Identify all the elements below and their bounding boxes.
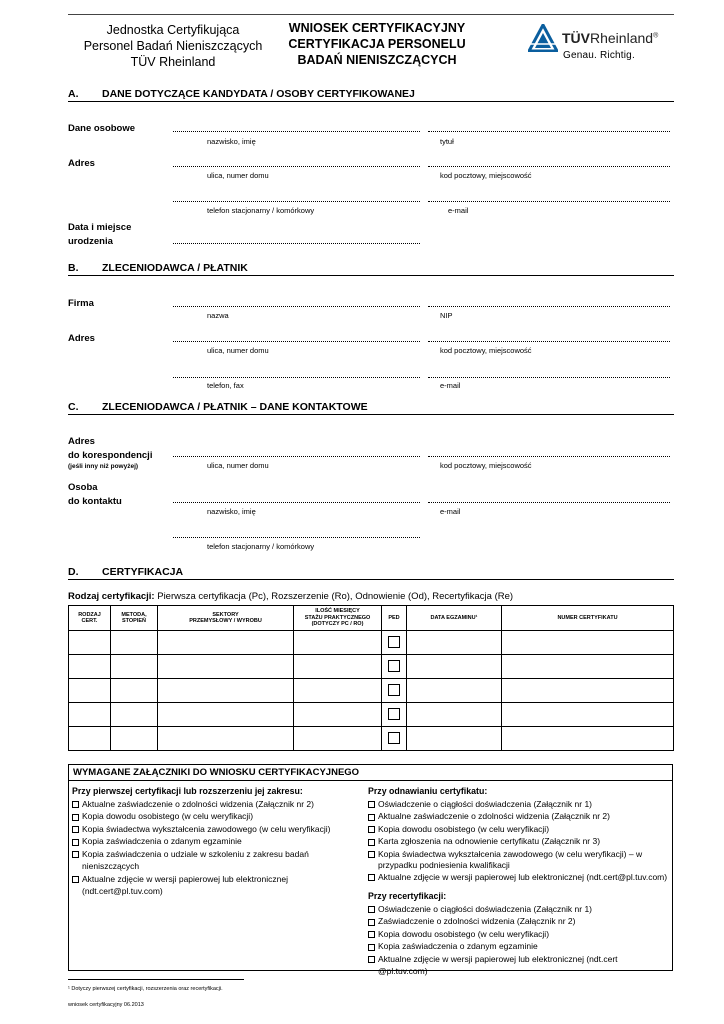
- attachment-item[interactable]: Kopia zaświadczenia o udziale w szkoleniu z zakresu badań nieniszczących: [72, 848, 362, 873]
- footnote: ¹ Dotyczy pierwszej certyfikacji, rozszerzenia oraz recertyfikacji.: [68, 986, 223, 992]
- caption-postal: kod pocztowy, miejscowość: [440, 171, 532, 180]
- tuv-triangle-logo-icon: [528, 24, 558, 52]
- section-a-title: A. DANE DOTYCZĄCE KANDYDATA / OSOBY CERTYFIKOWANEJ: [68, 88, 674, 102]
- attachment-item[interactable]: Aktualne zdjęcie w wersji papierowej lub elektronicznej (ndt.cert@pl.tuv.com): [72, 873, 362, 898]
- attachment-item[interactable]: Kopia dowodu osobistego (w celu weryfikacji): [368, 928, 668, 941]
- attachments-box: [68, 764, 673, 976]
- field-candidate-street[interactable]: [173, 166, 420, 167]
- label-contact-person: Osoba do kontaktu: [68, 482, 122, 507]
- header-top-rule: [68, 14, 674, 15]
- field-contact-phone[interactable]: [173, 537, 420, 538]
- caption-contact-email: e-mail: [440, 507, 461, 516]
- field-candidate-postal-city[interactable]: [428, 166, 670, 167]
- caption-company-street: ulica, numer domu: [207, 346, 269, 355]
- form-version: wniosek certyfikacyjny 06.2013: [68, 1002, 144, 1008]
- footnote-rule: [68, 979, 244, 980]
- field-company-name[interactable]: [173, 306, 420, 307]
- attachment-item[interactable]: Kopia świadectwa wykształcenia zawodowego (w celu weryfikacji): [72, 823, 362, 836]
- table-row: [69, 655, 674, 679]
- caption-phone: telefon stacjonarny / komórkowy: [207, 206, 315, 215]
- field-company-email[interactable]: [428, 377, 670, 378]
- label-address: Adres: [68, 158, 95, 169]
- tuv-logo-wordmark: TÜVRheinland®: [562, 30, 659, 46]
- attachments-renewal: Przy odnawianiu certyfikatu: Oświadczenie o ciągłości doświadczenia (Załącznik nr 1) Aktualne zaświadczenie o zdolności widzenia (Załącznik nr 2) Kopia dowodu osobistego (w celu weryfikacji) Karta zgłoszenia na odnowienie certyfikatu (Załącznik nr 3) Kopia świadectwa wykształcenia zawodowego (w celu weryfikacji) – w przypadku podniesienia kwalifikacji Aktualne zdjęcie w wersji papierowej lub elektronicznej (ndt.cert@pl.tuv.com) Przy recertyfikacji: Oświadczenie o ciągłości doświadczenia (Załącznik nr 1) Zaświadczenie o zdolności widzenia (Załącznik nr 2) Kopia dowodu osobistego (w celu weryfikacji) Kopia zaświadczenia o zdanym egzaminie Aktualne zdjęcie w wersji papierowej lub elektronicznej (ndt.cert @pl.tuv.com): [368, 786, 668, 976]
- tuv-logo-tagline: Genau. Richtig.: [563, 50, 635, 61]
- label-personal-data: Dane osobowe: [68, 123, 136, 134]
- attachment-item[interactable]: Kopia dowodu osobistego (w celu weryfikacji): [368, 823, 668, 836]
- ped-checkbox[interactable]: [388, 660, 400, 672]
- table-row: [69, 703, 674, 727]
- caption-contact-name: nazwisko, imię: [207, 507, 256, 516]
- field-contact-email[interactable]: [428, 502, 670, 503]
- section-c-title: C. ZLECENIODAWCA / PŁATNIK – DANE KONTAKTOWE: [68, 401, 674, 415]
- caption-company-phone: telefon, fax: [207, 381, 244, 390]
- section-d-title: D. CERTYFIKACJA: [68, 566, 674, 580]
- attachment-item[interactable]: Aktualne zaświadczenie o zdolności widzenia (Załącznik nr 2): [72, 798, 362, 811]
- attachment-item[interactable]: Kopia zaświadczenia o zdanym egzaminie: [368, 940, 668, 953]
- col-exam-date: DATA EGZAMINU¹: [407, 606, 502, 631]
- field-company-street[interactable]: [173, 341, 420, 342]
- caption-name: nazwisko, imię: [207, 137, 256, 146]
- certification-body-name: Jednostka Certyfikująca Personel Badań Nieniszczących TÜV Rheinland: [83, 23, 263, 69]
- caption-company-name: nazwa: [207, 311, 229, 320]
- attachment-item[interactable]: Aktualne zdjęcie w wersji papierowej lub elektronicznej (ndt.cert @pl.tuv.com): [368, 953, 668, 978]
- attachment-item[interactable]: Kopia zaświadczenia o zdanym egzaminie: [72, 835, 362, 848]
- label-company-address: Adres: [68, 333, 95, 344]
- label-birth: Data i miejsce urodzenia: [68, 222, 132, 247]
- field-correspondence-street[interactable]: [173, 456, 420, 457]
- attachment-item[interactable]: Oświadczenie o ciągłości doświadczenia (Załącznik nr 1): [368, 798, 668, 811]
- ped-checkbox[interactable]: [388, 684, 400, 696]
- attachments-first-certification: Przy pierwszej certyfikacji lub rozszerzeniu jej zakresu: Aktualne zaświadczenie o zdolności widzenia (Załącznik nr 2) Kopia dowodu osobistego (w celu weryfikacji) Kopia świadectwa wykształcenia zawodowego (w celu weryfikacji) Kopia zaświadczenia o zdanym egzaminie Kopia zaświadczenia o udziale w szkoleniu z zakresu badań nieniszczących Aktualne zdjęcie w wersji papierowej lub elektronicznej (ndt.cert@pl.tuv.com): [72, 785, 362, 898]
- caption-company-postal: kod pocztowy, miejscowość: [440, 346, 532, 355]
- field-birth-date-place[interactable]: [173, 243, 420, 244]
- caption-title: tytuł: [440, 137, 454, 146]
- table-row: [69, 679, 674, 703]
- ped-checkbox[interactable]: [388, 636, 400, 648]
- attachment-item[interactable]: Karta zgłoszenia na odnowienie certyfikatu (Załącznik nr 3): [368, 835, 668, 848]
- attachment-item[interactable]: Aktualne zaświadczenie o zdolności widzenia (Załącznik nr 2): [368, 810, 668, 823]
- col-sectors: SEKTORY PRZEMYSŁOWY / WYROBU: [158, 606, 294, 631]
- col-cert-type: RODZAJ CERT.: [69, 606, 111, 631]
- table-header-row: [69, 606, 674, 631]
- field-candidate-email[interactable]: [428, 201, 670, 202]
- attachments-title: WYMAGANE ZAŁĄCZNIKI DO WNIOSKU CERTYFIKACYJNEGO: [69, 765, 672, 781]
- caption-email: e-mail: [448, 206, 469, 215]
- col-experience-months: ILOŚĆ MIESIĘCY STAŻU PRAKTYCZNEGO (DOTYCZY PC / RO): [294, 606, 382, 631]
- attachment-item[interactable]: Zaświadczenie o zdolności widzenia (Załącznik nr 2): [368, 915, 668, 928]
- caption-correspondence-street: ulica, numer domu: [207, 461, 269, 470]
- caption-street: ulica, numer domu: [207, 171, 269, 180]
- certification-table: [68, 605, 674, 751]
- field-candidate-name[interactable]: [173, 131, 420, 132]
- field-correspondence-postal-city[interactable]: [428, 456, 670, 457]
- field-company-phone-fax[interactable]: [173, 377, 420, 378]
- table-row: [69, 631, 674, 655]
- col-cert-number: NUMER CERTYFIKATU: [502, 606, 674, 631]
- field-company-nip[interactable]: [428, 306, 670, 307]
- attachment-item[interactable]: Kopia świadectwa wykształcenia zawodowego (w celu weryfikacji) – w przypadku podniesienia kwalifikacji: [368, 848, 668, 871]
- document-title: WNIOSEK CERTYFIKACYJNY CERTYFIKACJA PERSONELU BADAŃ NIENISZCZĄCYCH: [288, 21, 466, 67]
- field-contact-name[interactable]: [173, 502, 420, 503]
- section-b-title: B. ZLECENIODAWCA / PŁATNIK: [68, 262, 674, 276]
- table-row: [69, 727, 674, 751]
- label-company: Firma: [68, 298, 94, 309]
- col-method-level: METODA, STOPIEŃ: [111, 606, 158, 631]
- label-correspondence-address: Adres do korespondencji (jeśli inny niż powyżej): [68, 436, 153, 470]
- caption-contact-phone: telefon stacjonarny / komórkowy: [207, 542, 315, 551]
- caption-company-email: e-mail: [440, 381, 461, 390]
- col-ped: PED: [382, 606, 407, 631]
- ped-checkbox[interactable]: [388, 708, 400, 720]
- caption-correspondence-postal: kod pocztowy, miejscowość: [440, 461, 532, 470]
- certification-type-legend: Rodzaj certyfikacji: Pierwsza certyfikacja (Pc), Rozszerzenie (Ro), Odnowienie (Od), Recertyfikacja (Re): [68, 591, 514, 602]
- attachment-item[interactable]: Oświadczenie o ciągłości doświadczenia (Załącznik nr 1): [368, 903, 668, 916]
- field-candidate-title[interactable]: [428, 131, 670, 132]
- attachment-item[interactable]: Aktualne zdjęcie w wersji papierowej lub elektronicznej (ndt.cert@pl.tuv.com): [368, 871, 668, 884]
- field-candidate-phone[interactable]: [173, 201, 420, 202]
- caption-nip: NIP: [440, 311, 453, 320]
- ped-checkbox[interactable]: [388, 732, 400, 744]
- attachment-item[interactable]: Kopia dowodu osobistego (w celu weryfikacji): [72, 810, 362, 823]
- field-company-postal-city[interactable]: [428, 341, 670, 342]
